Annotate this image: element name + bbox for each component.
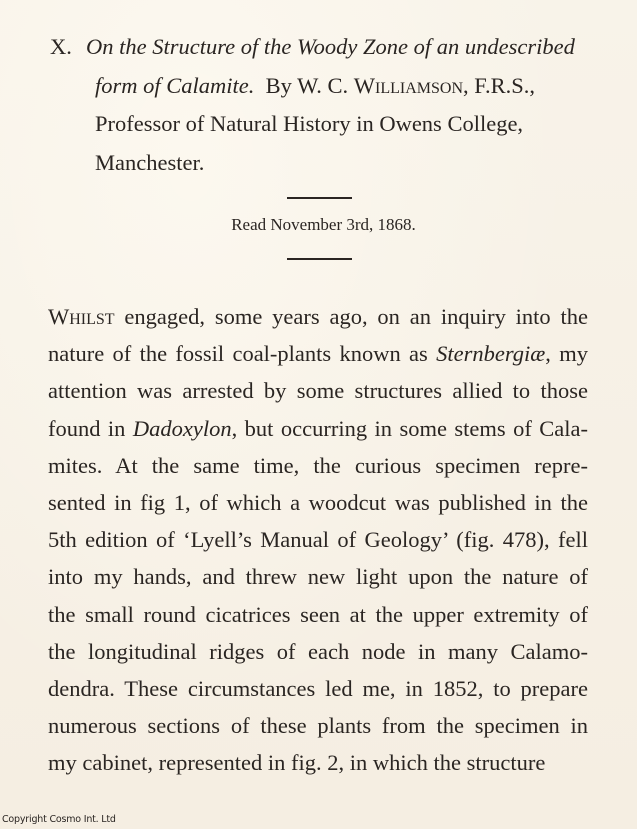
read-date-note: Read November 3rd, 1868. bbox=[231, 215, 416, 234]
divider-rule-bottom bbox=[287, 258, 352, 260]
divider-rule-top bbox=[287, 197, 352, 199]
copyright-notice: Copyright Cosmo Int. Ltd bbox=[2, 814, 116, 825]
body-line: into my hands, and threw new light upon the nature of bbox=[48, 564, 588, 590]
author-name: Williamson bbox=[353, 72, 464, 98]
body-line: sented in fig 1, of which a woodcut was published in the bbox=[48, 490, 588, 516]
author-credentials: , F.R.S., bbox=[463, 72, 536, 98]
body-line: 5th edition of ‘Lyell’s Manual of Geology’ (fig. 478), fell bbox=[48, 527, 588, 553]
article-heading bbox=[50, 28, 610, 182]
body-line: found in Dadoxylon, but occurring in some stems of Cala- bbox=[48, 415, 588, 441]
article-title-part-2: form of Calamite. bbox=[95, 72, 255, 98]
author-affiliation: Professor of Natural History in Owens College, bbox=[95, 111, 524, 136]
body-line: the longitudinal ridges of each node in many Calamo- bbox=[48, 638, 588, 664]
body-paragraph bbox=[48, 298, 588, 782]
body-line: Whilst engaged, some years ago, on an inquiry into the bbox=[48, 304, 588, 329]
byline-prefix: By W. C. bbox=[265, 72, 349, 98]
body-line: mites. At the same time, the curious specimen repre- bbox=[48, 452, 588, 478]
article-number: X. bbox=[50, 34, 72, 59]
article-title-part-1: On the Structure of the Woody Zone of an undescribed bbox=[86, 34, 575, 59]
author-location: Manchester. bbox=[95, 149, 205, 175]
body-line: my cabinet, represented in fig. 2, in which the structure bbox=[48, 750, 546, 776]
body-line: dendra. These circumstances led me, in 1852, to prepare bbox=[48, 676, 588, 702]
heading-line-1 bbox=[50, 28, 610, 67]
body-line: the small round cicatrices seen at the upper extremity of bbox=[48, 601, 588, 627]
body-line: attention was arrested by some structures allied to those bbox=[48, 378, 588, 404]
heading-line-2 bbox=[50, 67, 610, 106]
body-line: nature of the fossil coal-plants known as Sternbergiæ, my bbox=[48, 341, 588, 367]
body-line: numerous sections of these plants from the specimen in bbox=[48, 713, 588, 739]
